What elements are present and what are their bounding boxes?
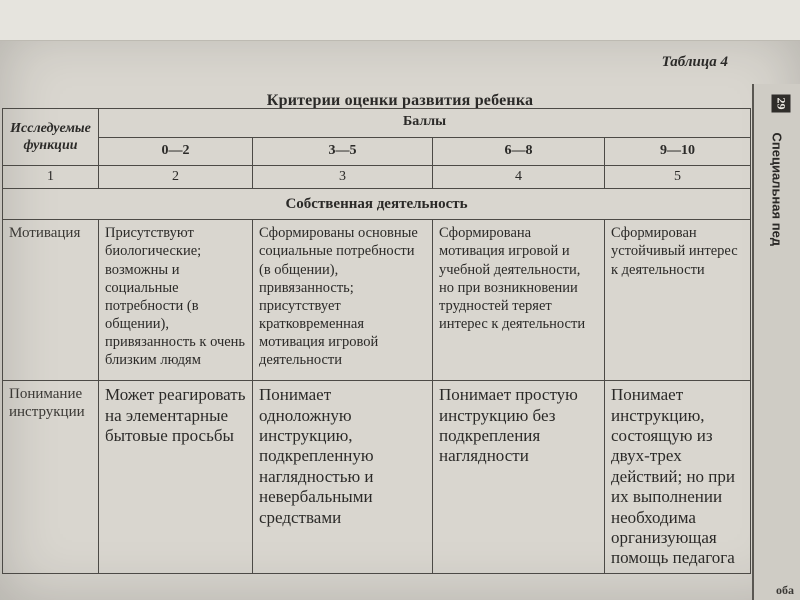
table-cell: Может реагировать на элементарные бытовые просьбы <box>99 381 253 574</box>
header-range: 3—5 <box>253 137 433 166</box>
header-row <box>3 109 751 138</box>
footer-fragment: оба <box>776 583 794 597</box>
side-tab: Специальная пед <box>769 132 785 247</box>
header-functions: Исследуемые функции <box>3 109 99 166</box>
table-row <box>3 381 751 574</box>
table-cell: Понимает одноложную инструкцию, подкрепленную наглядностью и невербальными средствами <box>253 381 433 574</box>
table-cell: Понимает инструкцию, состоящую из двух-трех действий; но при их выполнении необходима организующая помощь педагога <box>605 381 751 574</box>
column-numbers-row <box>3 166 751 189</box>
table-cell: Сформирована мотивация игровой и учебной деятельности, но при возникновении трудностей теряет интерес к деятельности <box>433 220 605 381</box>
row-label: Мотивация <box>3 220 99 381</box>
top-sheet <box>0 0 800 41</box>
header-points: Баллы <box>99 109 751 138</box>
table-row <box>3 220 751 381</box>
header-range: 9—10 <box>605 137 751 166</box>
criteria-table <box>2 108 751 574</box>
table-cell: Присутствуют биологические; возможны и социальные потребности (в общении), привязанность к очень близким людям <box>99 220 253 381</box>
column-number: 2 <box>99 166 253 189</box>
table-cell: Понимает простую инструкцию без подкрепления наглядности <box>433 381 605 574</box>
table-cell: Сформирован устойчивый интерес к деятельности <box>605 220 751 381</box>
page-title: Критерии оценки развития ребенка <box>266 92 534 109</box>
header-range: 6—8 <box>433 137 605 166</box>
column-number: 1 <box>3 166 99 189</box>
table-cell: Сформированы основные социальные потребности (в общении), привязанность; присутствует кратковременная мотивация игровой деятельности <box>253 220 433 381</box>
column-number: 5 <box>605 166 751 189</box>
page-number: 29 <box>772 95 791 113</box>
column-number: 4 <box>433 166 605 189</box>
column-number: 3 <box>253 166 433 189</box>
table-label: Таблица 4 <box>661 54 728 70</box>
section-row <box>3 188 751 220</box>
header-range: 0—2 <box>99 137 253 166</box>
row-label: Понимание инструкции <box>3 381 99 574</box>
section-title: Собственная деятельность <box>3 188 751 220</box>
header-ranges-row <box>3 137 751 166</box>
